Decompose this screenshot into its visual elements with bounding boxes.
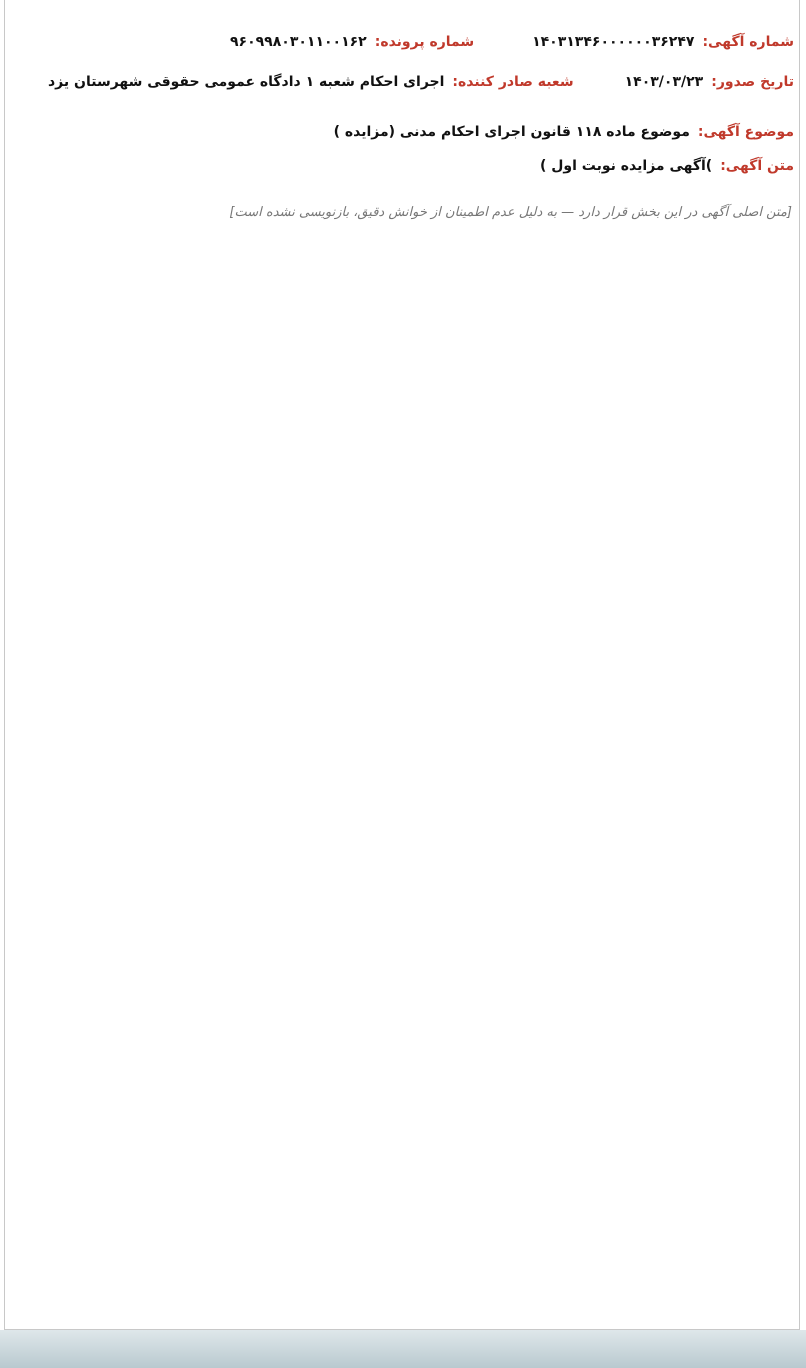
issuer-label: شعبه صادر کننده: bbox=[452, 74, 574, 90]
notice-number: ۱۴۰۳۱۳۴۶۰۰۰۰۰۰۳۶۲۴۷ bbox=[532, 34, 695, 50]
case-number: ۹۶۰۹۹۸۰۳۰۱۱۰۰۱۶۲ bbox=[230, 34, 367, 50]
issue-date-row bbox=[625, 74, 794, 90]
subject-value: موضوع ماده ۱۱۸ قانون اجرای احکام مدنی (مزایده ) bbox=[333, 124, 690, 140]
subject-row bbox=[334, 124, 794, 140]
notice-text-label: متن آگهی: bbox=[720, 158, 794, 174]
notice-number-label: شماره آگهی: bbox=[702, 34, 794, 50]
notice-body-not-transcribed: [متن اصلی آگهی در این بخش قرار دارد — به دلیل عدم اطمینان از خوانش دقیق، بازنویسی نشده است] bbox=[229, 205, 792, 220]
case-number-label: شماره پرونده: bbox=[374, 34, 475, 50]
subject-label: موضوع آگهی: bbox=[697, 124, 794, 140]
issue-date-label: تاریخ صدور: bbox=[711, 74, 794, 90]
issue-date: ۱۴۰۳/۰۳/۲۳ bbox=[624, 74, 704, 90]
notice-text-value: )آگهی مزایده نوبت اول ) bbox=[540, 158, 713, 174]
bottom-strip bbox=[0, 1330, 806, 1368]
case-number-row bbox=[230, 34, 474, 50]
notice-text-row bbox=[540, 158, 794, 174]
issuer-row bbox=[48, 74, 574, 90]
issuer: اجرای احکام شعبه ۱ دادگاه عمومی حقوقی شهرستان یزد bbox=[48, 74, 445, 90]
notice-number-row bbox=[532, 34, 794, 50]
